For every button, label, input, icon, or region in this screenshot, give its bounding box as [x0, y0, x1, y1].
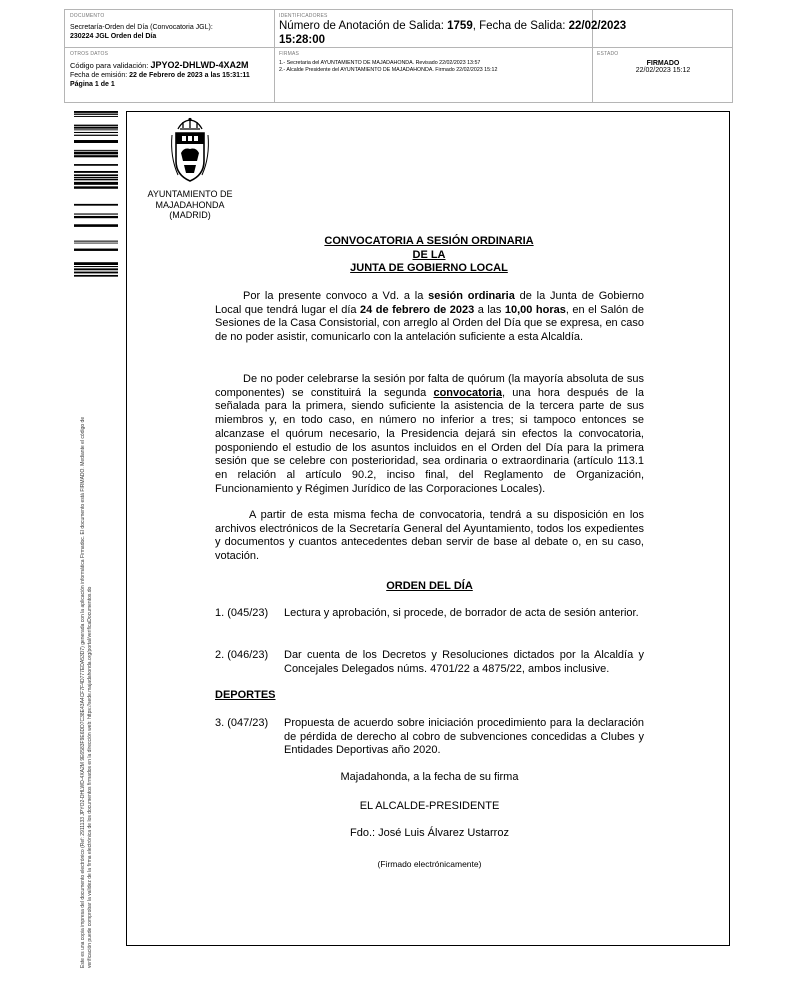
barcode-bar — [74, 132, 118, 133]
agenda-item-number: 2. (046/23) — [215, 649, 269, 661]
emision-line — [70, 71, 270, 80]
ayuntamiento-name — [130, 189, 250, 221]
orden-del-dia-title: ORDEN DEL DÍA — [386, 580, 473, 592]
paragraph-quorum — [215, 373, 644, 496]
p1-text-a: Por la presente convoco a Vd. a la — [243, 290, 429, 302]
barcode-bar — [74, 111, 118, 113]
barcode-bar — [74, 268, 118, 270]
barcode-bar — [74, 224, 118, 227]
agenda-item-text: Propuesta de acuerdo sobre iniciación procedimiento para la declaración de pérdida de derecho al cobro de subvenciones concedidas a Clubes y Entidades Deportivas año 2020. — [284, 717, 644, 757]
p2-text-c: , una hora después de la señalada para la primera, siendo suficiente la asistencia de la tercera parte de sus miembros y, en todo caso, en número no inferior a tres; si tampoco entonces se alcanzase el quórum necesario, la Presidencia dejará sin efectos la convocatoria, posponiendo el estudio de los asuntos incluidos en el Orden del Día para la primera sesión que se celebre con posterioridad, sea ordinaria o extraordinaria (artículo 113.1 en relación al artículo 90.2, inciso final, del Reglamento de Organización, Funcionamiento y Régimen Jurídico de las Corporaciones Locales). — [215, 386, 644, 495]
estado-label: ESTADO — [597, 51, 619, 57]
barcode-bar — [74, 152, 118, 155]
side-verification-text — [80, 298, 93, 968]
firmas-cell — [279, 51, 589, 74]
identificadores-label: IDENTIFICADORES — [279, 13, 328, 19]
barcode-bar — [74, 216, 118, 218]
ayuntamiento-line1: AYUNTAMIENTO DE — [147, 189, 233, 199]
barcode-bar — [74, 114, 118, 115]
documento-label: DOCUMENTO — [70, 13, 105, 19]
documento-line2: 230224 JGL Orden del Día — [70, 33, 157, 40]
p2-bold-convocatoria: convocatoria — [433, 386, 502, 399]
barcode-bar — [74, 164, 118, 166]
otros-label: OTROS DATOS — [70, 51, 109, 57]
barcode-bar — [74, 177, 118, 178]
identificadores-cell — [279, 13, 729, 47]
agenda-item-text: Lectura y aprobación, si procede, de borrador de acta de sesión anterior. — [284, 607, 639, 619]
codigo-value: JPYO2-DHLWD-4XA2M — [150, 60, 249, 70]
header-table — [64, 9, 733, 103]
barcode-bar — [74, 243, 118, 244]
estado-date: 22/02/2023 15:12 — [635, 67, 691, 74]
title-line1: CONVOCATORIA A SESIÓN ORDINARIA — [324, 235, 534, 247]
title-line2: DE LA — [412, 248, 446, 261]
documento-line1: Secretaría-Orden del Día (Convocatoria JGL): — [70, 24, 213, 31]
barcode-bar — [74, 262, 118, 265]
barcode-bar — [74, 155, 118, 157]
closing-signer: Fdo.: José Luis Álvarez Ustarroz — [350, 827, 509, 839]
agenda-item — [215, 649, 644, 676]
closing-place: Majadahonda, a la fecha de su firma — [340, 771, 519, 783]
barcode-bar — [74, 186, 118, 188]
barcode-bar — [74, 275, 118, 277]
documento-cell — [70, 13, 270, 41]
barcode-bar — [74, 129, 118, 130]
barcode-bar — [74, 140, 118, 143]
closing-role: EL ALCALDE-PRESIDENTE — [359, 800, 500, 812]
barcode-bar — [74, 116, 118, 117]
firma-1: 1.- Secretaria del AYUNTAMIENTO DE MAJADAHONDA. Revisado 22/02/2023 13:57 — [279, 60, 481, 66]
p1-text-g: , en el Salón de Sesiones de la Casa Consistorial, con arreglo al Orden del Día que se expresa, en caso de no poder asistir, comunicarlo con la antelación suficiente a esta Alcaldía. — [215, 303, 644, 344]
barcode-bar — [74, 182, 118, 185]
barcode-bar — [74, 171, 118, 173]
closing-note: (Firmado electrónicamente) — [377, 859, 482, 869]
barcode-bar — [74, 249, 118, 251]
barcode-bar — [74, 150, 118, 151]
pagina-label: Página 1 de 1 — [70, 81, 115, 88]
anotacion-line — [279, 19, 729, 47]
barcode-bar — [74, 272, 118, 274]
anotacion-time: 15:28:00 — [279, 34, 326, 46]
document-title — [214, 235, 644, 276]
estado-value: FIRMADO — [646, 60, 680, 67]
p1-text-c: de la Junta de Gobierno Local que tendrá lugar el día — [215, 290, 644, 316]
barcode-bar — [74, 266, 118, 267]
otros-datos-cell — [70, 51, 270, 89]
agenda-item-text: Dar cuenta de los Decretos y Resoluciones dictados por la Alcaldía y Concejales Delegados núms. 4701/22 a 4875/22, ambos inclusive. — [284, 649, 644, 675]
ayuntamiento-line2: MAJADAHONDA — [155, 199, 225, 210]
side-text-line2: verificación puede comprobar la validez de la firma electrónica de los documentos firmados en la dirección web: https://sede.majadahonda.org/portal/verificaDocumentos.do — [86, 586, 93, 968]
anotacion-prefix: Número de Anotación de Salida: — [279, 20, 448, 32]
paragraph-archivos: A partir de esta misma fecha de convocatoria, tendrá a su disposición en los archivos electrónicos de la Secretaría General del Ayuntamiento, todos los expedientes y documentos y cuantos antecedentes deban servir de base al debate o, en su caso, votación. — [215, 509, 644, 563]
p1-text-e: a las — [474, 303, 505, 316]
p1-bold-b: sesión ordinaria — [428, 290, 515, 302]
barcode-bar — [74, 174, 118, 176]
codigo-prefix: Código para validación: — [70, 61, 151, 70]
agenda-item — [215, 607, 644, 621]
ayuntamiento-line3: (MADRID) — [169, 210, 211, 220]
barcode-bar — [74, 135, 118, 136]
barcode-bar — [74, 127, 118, 129]
barcode-bar — [74, 241, 118, 242]
coat-of-arms-icon — [168, 117, 212, 185]
emision-prefix: Fecha de emisión: — [70, 72, 130, 79]
agenda-item-number: 3. (047/23) — [215, 717, 269, 729]
barcode-graphic — [74, 111, 118, 277]
p2-text-a: De no poder celebrarse la sesión por falta de quórum (la mayoría absoluta de sus componentes) se constituirá la segunda — [215, 373, 644, 399]
barcode-bar — [74, 179, 118, 180]
p1-bold-date: 24 de febrero de 2023 — [360, 303, 475, 316]
title-line3: JUNTA DE GOBIERNO LOCAL — [350, 262, 508, 274]
barcode-bar — [74, 125, 118, 126]
paragraph-convocatoria — [215, 290, 644, 345]
anotacion-num: 1759 — [447, 20, 473, 32]
agenda-item — [215, 717, 644, 758]
anotacion-date: 22/02/2023 — [568, 20, 627, 32]
barcode-bar — [74, 213, 118, 214]
firma-2: 2.- Alcalde Presidente del AYUNTAMIENTO DE MAJADAHONDA. Firmado 22/02/2023 15:12 — [279, 67, 498, 73]
anotacion-mid: , Fecha de Salida: — [472, 20, 569, 32]
section-deportes: DEPORTES — [215, 689, 276, 701]
firmas-label: FIRMAS — [279, 51, 300, 57]
p1-bold-time: 10,00 horas — [504, 303, 566, 316]
agenda-item-number: 1. (045/23) — [215, 607, 269, 619]
barcode-bar — [74, 204, 118, 206]
codigo-line — [70, 60, 270, 71]
estado-cell — [597, 51, 729, 74]
side-text-line1: Este es una copia impresa del documento electrónico (Ref: 2911133 JPYO2-DHLWD-4XA2M 9E6583F9E6DD7C38E43A4CF7F4D777EDA53D7) generada con la aplicación informática Firmadoc. El documento está FIRMADO. Mediante el código de — [80, 416, 86, 968]
emision-value: 22 de Febrero de 2023 a las 15:31:11 — [129, 72, 250, 79]
